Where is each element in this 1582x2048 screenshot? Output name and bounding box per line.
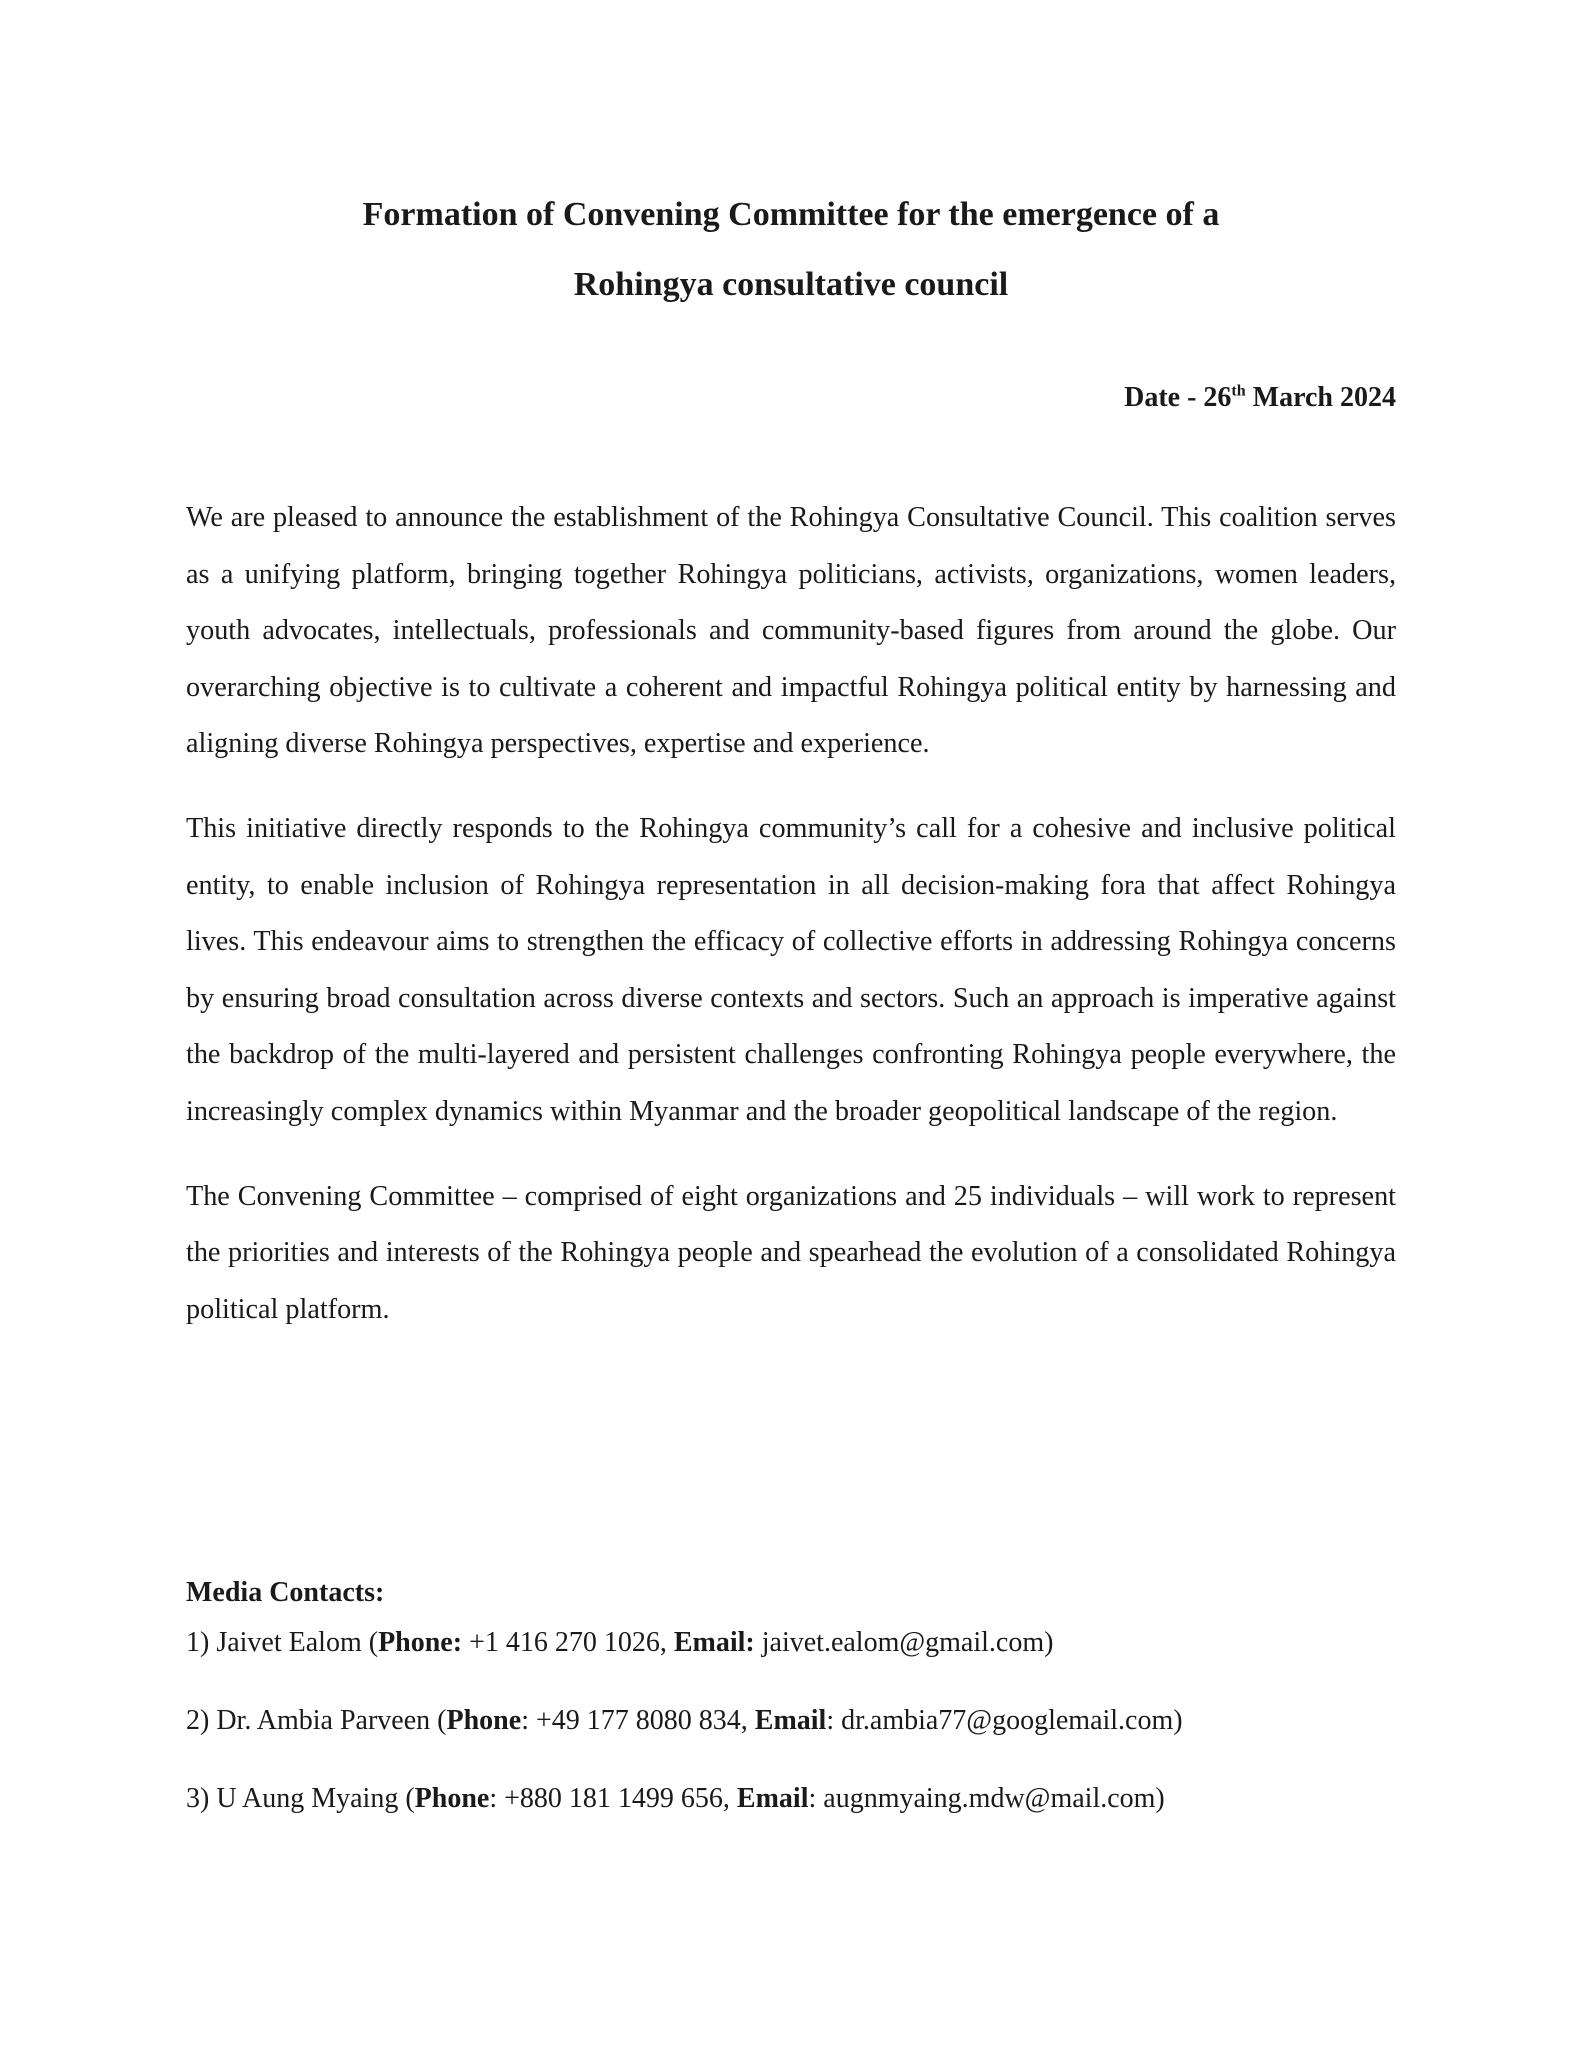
- phone-label: Phone: [414, 1783, 490, 1814]
- email-address: : dr.ambia77@googlemail.com): [826, 1705, 1183, 1736]
- email-label: Email: [736, 1783, 809, 1814]
- paragraph-2: This initiative directly responds to the Rohingya community’s call for a cohesive and inclusive political entity, to enable inclusion of Rohingya representation in all decision-making fora that affect Rohingya lives. This endeavour aims to strengthen the efficacy of collective efforts in addressing Rohingya concerns by ensuring broad consultation across diverse contexts and sectors. Such an approach is imperative against the backdrop of the multi-layered and persistent challenges confronting Rohingya people everywhere, the increasingly complex dynamics within Myanmar and the broader geopolitical landscape of the region.: [186, 812, 1396, 1127]
- contact-item: [186, 1774, 1396, 1824]
- date-rest: March 2024: [1245, 382, 1396, 413]
- phone-label: Phone:: [378, 1627, 463, 1658]
- document-date: [1124, 378, 1396, 418]
- date-ordinal-suffix: th: [1231, 382, 1246, 400]
- paragraph-3: The Convening Committee – comprised of eight organizations and 25 individuals – will work to represent the priorities and interests of the Rohingya people and spearhead the evolution of a consolidated Rohingya political platform.: [186, 1180, 1396, 1325]
- email-label: Email:: [673, 1627, 755, 1658]
- title-line-2: Rohingya consultative council: [573, 266, 1009, 303]
- phone-number: : +880 181 1499 656,: [489, 1783, 737, 1814]
- contact-name: 3) U Aung Myaing (: [186, 1783, 415, 1814]
- contact-name: 1) Jaivet Ealom (: [186, 1627, 379, 1658]
- phone-number: : +49 177 8080 834,: [521, 1705, 755, 1736]
- document-title: [186, 180, 1396, 320]
- email-address: : augnmyaing.mdw@mail.com): [808, 1783, 1165, 1814]
- date-prefix: Date - 26: [1124, 382, 1232, 413]
- email-label: Email: [754, 1705, 827, 1736]
- document-body: [186, 490, 1396, 1366]
- title-line-1: Formation of Convening Committee for the emergence of a: [362, 196, 1220, 233]
- paragraph-1: We are pleased to announce the establishment of the Rohingya Consultative Council. This coalition serves as a unifying platform, bringing together Rohingya politicians, activists, organizations, women leaders, youth advocates, intellectuals, professionals and community-based figures from around the globe. Our overarching objective is to cultivate a coherent and impactful Rohingya political entity by harnessing and aligning diverse Rohingya perspectives, expertise and experience.: [186, 502, 1396, 760]
- phone-label: Phone: [446, 1705, 522, 1736]
- contact-item: [186, 1618, 1396, 1668]
- email-address: jaivet.ealom@gmail.com): [754, 1627, 1054, 1658]
- phone-number: +1 416 270 1026,: [462, 1627, 674, 1658]
- media-contacts-heading: Media Contacts:: [186, 1577, 385, 1608]
- contact-name: 2) Dr. Ambia Parveen (: [186, 1705, 447, 1736]
- media-contacts: [186, 1568, 1396, 1852]
- contact-item: [186, 1696, 1396, 1746]
